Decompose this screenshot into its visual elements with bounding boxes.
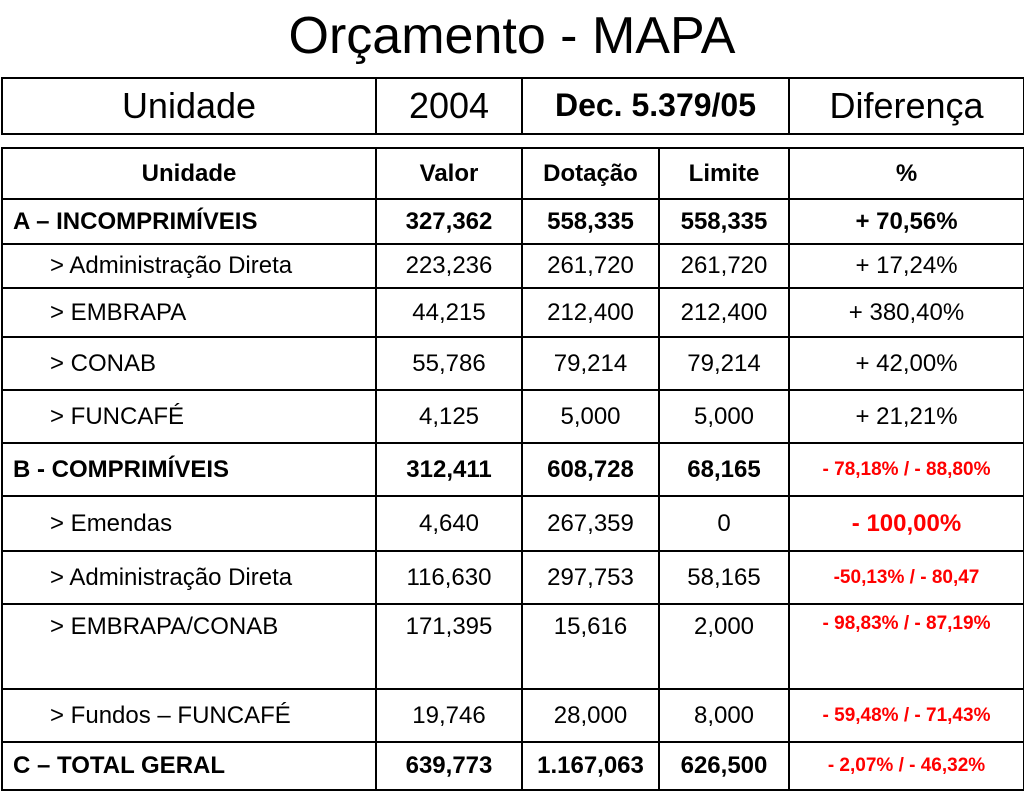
row-pct: + 42,00%: [789, 337, 1024, 390]
row-dotacao: 267,359: [522, 496, 659, 551]
col-header-dotacao: Dotação: [522, 148, 659, 199]
row-pct: + 70,56%: [789, 199, 1024, 244]
header-unidade: Unidade: [2, 78, 376, 134]
row-pct: - 78,18% / - 88,80%: [789, 443, 1024, 496]
table-row: [2, 244, 1024, 288]
table-row: [2, 689, 1024, 742]
row-pct: - 2,07% / - 46,32%: [789, 742, 1024, 790]
row-pct: + 21,21%: [789, 390, 1024, 443]
row-limite: 626,500: [659, 742, 789, 790]
row-pct: - 59,48% / - 71,43%: [789, 689, 1024, 742]
row-valor: 223,236: [376, 244, 522, 288]
row-label: > CONAB: [2, 337, 376, 390]
row-limite: 79,214: [659, 337, 789, 390]
row-limite: 2,000: [659, 604, 789, 689]
col-header-pct: %: [789, 148, 1024, 199]
header-table: [1, 77, 1024, 135]
page-title: Orçamento - MAPA: [288, 7, 736, 65]
row-pct: - 100,00%: [789, 496, 1024, 551]
row-limite: 5,000: [659, 390, 789, 443]
row-label: C – TOTAL GERAL: [2, 742, 376, 790]
col-header-valor: Valor: [376, 148, 522, 199]
header-diferenca: Diferença: [789, 78, 1024, 134]
row-valor: 327,362: [376, 199, 522, 244]
row-valor: 44,215: [376, 288, 522, 337]
row-limite: 558,335: [659, 199, 789, 244]
row-dotacao: 558,335: [522, 199, 659, 244]
row-valor: 55,786: [376, 337, 522, 390]
row-limite: 261,720: [659, 244, 789, 288]
row-valor: 19,746: [376, 689, 522, 742]
table-row: [2, 199, 1024, 244]
row-limite: 0: [659, 496, 789, 551]
row-label: > EMBRAPA: [2, 288, 376, 337]
col-header-limite: Limite: [659, 148, 789, 199]
row-label: > FUNCAFÉ: [2, 390, 376, 443]
col-header-unidade: Unidade: [2, 148, 376, 199]
table-row: [2, 288, 1024, 337]
row-valor: 116,630: [376, 551, 522, 604]
row-dotacao: 608,728: [522, 443, 659, 496]
row-dotacao: 28,000: [522, 689, 659, 742]
row-pct: -50,13% / - 80,47: [789, 551, 1024, 604]
row-label: B - COMPRIMÍVEIS: [2, 443, 376, 496]
row-limite: 58,165: [659, 551, 789, 604]
table-row: [2, 390, 1024, 443]
table-row: [2, 551, 1024, 604]
row-dotacao: 297,753: [522, 551, 659, 604]
row-dotacao: 15,616: [522, 604, 659, 689]
row-valor: 312,411: [376, 443, 522, 496]
row-label: A – INCOMPRIMÍVEIS: [2, 199, 376, 244]
row-label: > Fundos – FUNCAFÉ: [2, 689, 376, 742]
row-dotacao: 79,214: [522, 337, 659, 390]
row-valor: 4,125: [376, 390, 522, 443]
row-limite: 212,400: [659, 288, 789, 337]
row-pct: + 380,40%: [789, 288, 1024, 337]
row-dotacao: 261,720: [522, 244, 659, 288]
header-year: 2004: [376, 78, 522, 134]
row-dotacao: 1.167,063: [522, 742, 659, 790]
row-limite: 68,165: [659, 443, 789, 496]
row-pct: - 98,83% / - 87,19%: [789, 604, 1024, 689]
row-valor: 639,773: [376, 742, 522, 790]
row-limite: 8,000: [659, 689, 789, 742]
table-row: [2, 742, 1024, 790]
table-row: [2, 337, 1024, 390]
row-label: > Administração Direta: [2, 244, 376, 288]
row-valor: 171,395: [376, 604, 522, 689]
row-pct: + 17,24%: [789, 244, 1024, 288]
row-label: > Administração Direta: [2, 551, 376, 604]
row-dotacao: 5,000: [522, 390, 659, 443]
budget-table: [1, 147, 1024, 791]
row-dotacao: 212,400: [522, 288, 659, 337]
row-label: > Emendas: [2, 496, 376, 551]
table-row: [2, 443, 1024, 496]
table-row: [2, 496, 1024, 551]
table-row: [2, 604, 1024, 689]
header-decree: Dec. 5.379/05: [522, 78, 789, 134]
row-valor: 4,640: [376, 496, 522, 551]
row-label: > EMBRAPA/CONAB: [2, 604, 376, 689]
